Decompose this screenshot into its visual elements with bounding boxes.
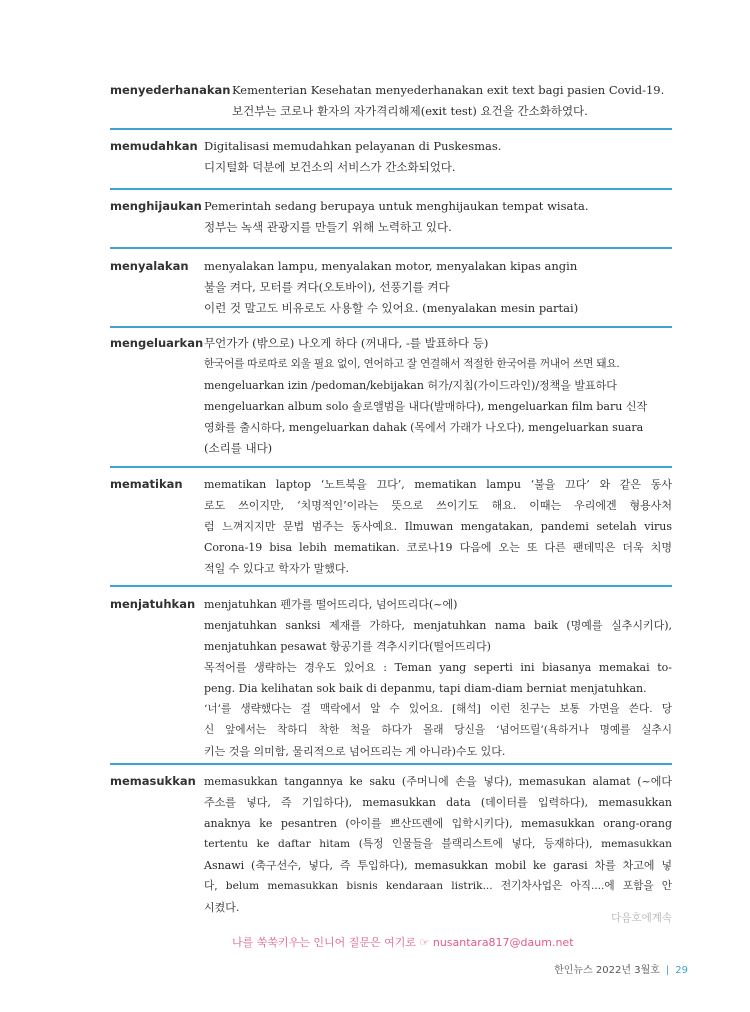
entry-line: 보건부는 코로나 환자의 자가격리해제(exit test) 요건을 간소화하였다. [232, 104, 588, 118]
entry-line: 로도 쓰이지만, ‘치명적인’이라는 뜻으로 쓰이기도 해요. 이때는 우리에겐 형용사처 [204, 499, 672, 512]
entry-term: menyalakan [110, 259, 189, 273]
entry-line: 디지털화 덕분에 보건소의 서비스가 간소화되었다. [204, 160, 456, 174]
entry-line: Pemerintah sedang berupaya untuk menghijaukan tempat wisata. [204, 199, 589, 213]
entry-line: 정부는 녹색 관광지를 만들기 위해 노력하고 있다. [204, 220, 452, 234]
entry-line: (소리를 내다) [204, 441, 273, 455]
entry-line: 불을 켜다, 모터를 켜다(오토바이), 선풍기를 켜다 [204, 280, 450, 294]
entry-line: 주소를 넣다, 즉 기입하다), memasukkan data (데이터를 입력하다), memasukkan [204, 796, 672, 809]
entry-line: 이런 것 말고도 비유로도 사용할 수 있어요. (menyalakan mesin partai) [204, 301, 579, 315]
entry-line: mematikan laptop ‘노트북을 끄다’, mematikan lampu ‘불을 끄다’ 와 같은 동사 [204, 478, 672, 491]
entry-term: memasukkan [110, 774, 196, 788]
page-footer [554, 961, 688, 976]
entry-term: menjatuhkan [110, 597, 196, 611]
entry-line: 적일 수 있다고 학자가 말했다. [204, 562, 349, 575]
entry-term: mengeluarkan [110, 336, 204, 350]
entry-memudahkan [110, 136, 672, 178]
separator [110, 585, 672, 587]
entry-line: peng. Dia kelihatan sok baik di depanmu, tapi diam-diam berniat menjatuhkan. [204, 682, 647, 695]
separator [110, 128, 672, 130]
entry-line: 무언가가 (밖으로) 나오게 하다 (꺼내다, -를 발표하다 등) [204, 336, 489, 350]
entry-line: 다, belum memasukkan bisnis kendaraan listrik... 전기차사업은 아직....에 포함을 안 [204, 880, 672, 892]
entry-menyederhanakan [110, 80, 672, 122]
entry-line: 신 앞에서는 착하디 착한 척을 하다가 몰래 당신을 ‘넘어뜨릴’(욕하거나 명예를 실추시 [204, 724, 672, 736]
entry-line: mengeluarkan izin /pedoman/kebijakan 허가/지침(가이드라인)/정책을 발표하다 [204, 379, 617, 392]
entry-line: Kementerian Kesehatan menyederhanakan exit text bagi pasien Covid-19. [232, 83, 665, 97]
promo-email-line: 나를 쑥쑥키우는 인니어 질문은 여기로 ☞ nusantara817@daum.net [232, 936, 574, 949]
separator [110, 188, 672, 190]
entry-term: menghijaukan [110, 199, 202, 213]
continued-note: 다음호에계속 [611, 912, 672, 924]
entry-line: 시켰다. [204, 901, 240, 914]
entry-mengeluarkan [110, 333, 672, 459]
entry-term: menyederhanakan [110, 83, 231, 97]
entry-line: menjatuhkan sanksi 제재를 가하다, menjatuhkan nama baik (명예를 실추시키다), [204, 619, 672, 632]
entry-menghijaukan [110, 196, 672, 238]
entry-term: mematikan [110, 477, 183, 491]
entry-line: Digitalisasi memudahkan pelayanan di Puskesmas. [204, 139, 502, 153]
page-number: 29 [675, 965, 688, 976]
entry-body [204, 771, 672, 918]
entry-body [204, 136, 672, 178]
entry-memasukkan [110, 771, 672, 918]
entry-line: 키는 것을 의미함, 물리적으로 넘어뜨리는 게 아니라)수도 있다. [204, 745, 506, 758]
entry-line: mengeluarkan album solo 솔로앨범을 내다(발매하다), mengeluarkan film baru 신작 [204, 400, 648, 413]
entry-line: 목적어를 생략하는 경우도 있어요 : Teman yang seperti ini biasanya memakai to- [204, 661, 672, 674]
entry-line: menjatuhkan pesawat 항공기를 격추시키다(떨어뜨리다) [204, 640, 491, 653]
entry-menyalakan [110, 256, 672, 319]
entry-line: Corona-19 bisa lebih mematikan. 코로나19 다음에 오는 또 다른 팬데믹은 더욱 치명 [204, 541, 672, 554]
entry-body [204, 333, 672, 459]
entry-line: anaknya ke pesantren (아이를 쁘산뜨렌에 입학시키다), memasukkan orang-orang [204, 817, 672, 830]
entry-body [204, 196, 672, 238]
footer-divider: | [665, 965, 670, 976]
entry-line: Asnawi (축구선수, 넣다, 즉 투입하다), memasukkan mobil ke garasi 차를 차고에 넣 [204, 859, 672, 872]
entry-body [232, 80, 672, 122]
entry-line: 한국어를 따로따로 외울 필요 없이, 연어하고 잘 연결해서 적절한 한국어를 꺼내어 쓰면 돼요. [204, 358, 620, 370]
entry-line: 영화를 출시하다, mengeluarkan dahak (목에서 가래가 나오다), mengeluarkan suara [204, 421, 644, 434]
publication-label: 한인뉴스 2022년 3월호 [554, 965, 660, 976]
entry-line: 럼 느껴지지만 문법 범주는 동사예요. Ilmuwan mengatakan, pandemi setelah virus [204, 520, 672, 533]
separator [110, 466, 672, 468]
entry-body [204, 594, 672, 762]
entry-mematikan [110, 474, 672, 579]
entry-body [204, 256, 672, 319]
entry-body [204, 474, 672, 579]
entry-line: tertentu ke daftar hitam (특정 인물들을 블랙리스트에 넣다, 등재하다), memasukkan [204, 838, 672, 850]
entry-line: memasukkan tangannya ke saku (주머니에 손을 넣다), memasukan alamat (~에다 [204, 775, 672, 788]
separator [110, 763, 672, 765]
entry-line: menyalakan lampu, menyalakan motor, menyalakan kipas angin [204, 259, 578, 273]
entry-menjatuhkan [110, 594, 672, 762]
entry-term: memudahkan [110, 139, 198, 153]
entry-line: ‘너’를 생략했다는 걸 맥락에서 알 수 있어요. [해석] 이런 친구는 보통 가면을 쓴다. 당 [204, 703, 672, 715]
entry-line: menjatuhkan 펜가를 떨어뜨리다, 넘어뜨리다(~에) [204, 598, 458, 611]
separator [110, 326, 672, 328]
separator [110, 247, 672, 249]
